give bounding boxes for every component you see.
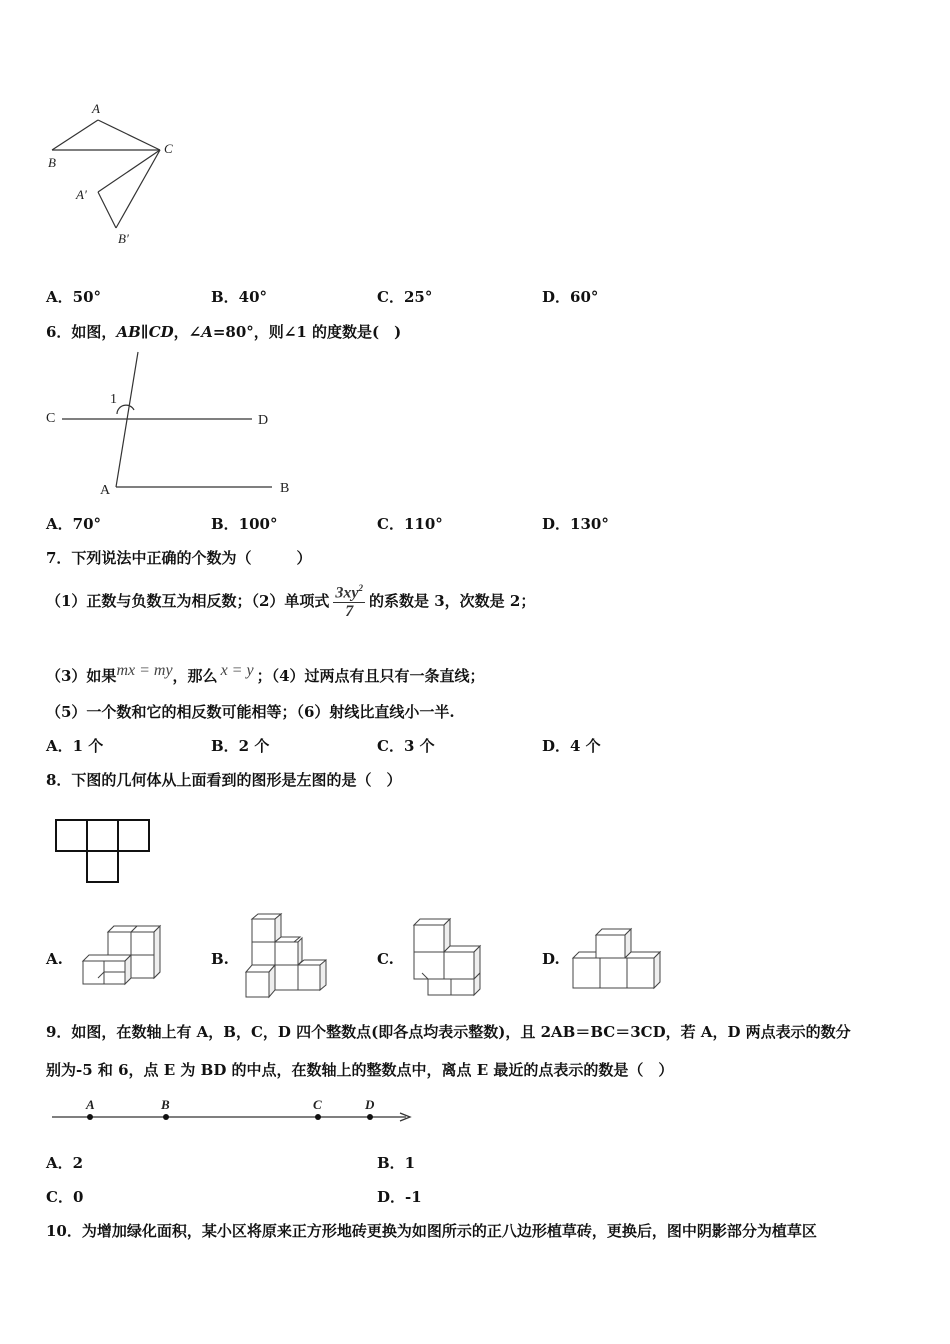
q6-label-a: A <box>100 483 111 498</box>
q5-label-c: C <box>164 141 173 156</box>
q6-stem <box>46 321 401 342</box>
q5-option-d[interactable]: D．60° <box>542 288 599 306</box>
q7-frac-den: 7 <box>345 603 354 621</box>
q7-line2-pre: （3）如果 <box>46 667 117 685</box>
q7-line2-mid: ，那么 <box>172 667 218 685</box>
q9-option-d[interactable]: D．-1 <box>377 1188 422 1206</box>
q5-option-c[interactable]: C．25° <box>377 288 433 306</box>
q8-option-d-label[interactable]: D. <box>542 950 560 968</box>
q7-line1-pre: （1）正数与负数互为相反数；（2）单项式 <box>46 592 330 611</box>
q6-stem-mid: ，∠ <box>173 323 202 341</box>
q8-stem: 8．下图的几何体从上面看到的图形是左图的是（ ） <box>46 771 402 789</box>
q5-option-b[interactable]: B．40° <box>211 288 268 306</box>
q6-label-1: 1 <box>110 392 117 407</box>
q8-option-a-solid[interactable] <box>78 920 168 1000</box>
q8-option-c-label[interactable]: C. <box>377 950 394 968</box>
q9-stem-line2: 别为-5 和 6，点 E 为 BD 的中点，在数轴上的整数点中，离点 E 最近的点表示的数是（ ） <box>46 1061 674 1079</box>
q9-axis-label-c: C <box>313 1097 322 1112</box>
q6-option-b[interactable]: B．100° <box>211 515 278 533</box>
q7-option-a[interactable]: A．1 个 <box>46 737 104 755</box>
q8-option-c-solid[interactable] <box>408 915 488 1003</box>
q6-label-d: D <box>258 413 269 428</box>
q8-option-a-label[interactable]: A. <box>46 950 63 968</box>
q7-line1-post: 的系数是 3，次数是 2； <box>369 592 536 611</box>
q6-stem-post: =80°，则∠1 的度数是( ) <box>212 323 402 341</box>
q7-option-d[interactable]: D．4 个 <box>542 737 601 755</box>
q5-label-a-prime: A′ <box>76 187 87 202</box>
q6-stem-pre: 6．如图， <box>46 323 117 341</box>
q9-option-b[interactable]: B．1 <box>377 1154 416 1172</box>
q7-fraction <box>333 583 365 621</box>
q6-stem-math2: A <box>201 323 213 341</box>
q8-option-d-solid[interactable] <box>568 925 668 995</box>
q6-parallel-lines-figure <box>40 348 310 503</box>
q7-line2-math2: x = y <box>220 662 254 679</box>
q7-line2 <box>46 662 485 686</box>
q6-option-d[interactable]: D．130° <box>542 515 609 533</box>
q5-label-b-prime: B′ <box>118 231 129 246</box>
q7-stem: 7．下列说法中正确的个数为（ ） <box>46 549 312 567</box>
q8-option-b-solid[interactable] <box>240 910 335 1002</box>
q7-line1 <box>46 583 535 621</box>
q7-frac-exp: 2 <box>358 583 363 593</box>
q7-option-c[interactable]: C．3 个 <box>377 737 435 755</box>
q5-label-b: B <box>48 155 56 170</box>
q7-option-b[interactable]: B．2 个 <box>211 737 270 755</box>
q7-line3: （5）一个数和它的相反数可能相等；（6）射线比直线小一半. <box>46 703 455 721</box>
q10-stem-line1: 10．为增加绿化面积，某小区将原来正方形地砖更换为如图所示的正八边形植草砖，更换后，图中阴影部分为植草区 <box>46 1222 817 1240</box>
q5-label-a: A <box>92 101 100 116</box>
q6-option-a[interactable]: A．70° <box>46 515 102 533</box>
q9-axis-label-d: D <box>365 1097 375 1112</box>
q6-stem-math1: AB∥CD <box>116 323 174 341</box>
q7-line2-math1: mx = my <box>116 662 173 679</box>
q5-option-a[interactable]: A．50° <box>46 288 102 306</box>
q9-option-c[interactable]: C．0 <box>46 1188 84 1206</box>
q9-number-line <box>48 1094 418 1129</box>
q9-axis-label-b: B <box>161 1097 170 1112</box>
q7-line2-post: ；（4）过两点有且只有一条直线； <box>256 667 485 685</box>
q9-stem-line1: 9．如图，在数轴上有 A，B，C，D 四个整数点(即各点均表示整数)，且 2AB＝BC＝3CD，若 A，D 两点表示的数分 <box>46 1023 851 1041</box>
q6-label-c: C <box>46 411 56 426</box>
q6-option-c[interactable]: C．110° <box>377 515 443 533</box>
q5-triangle-figure <box>40 95 200 255</box>
q9-option-a[interactable]: A．2 <box>46 1154 84 1172</box>
q8-option-b-label[interactable]: B. <box>211 950 229 968</box>
q6-label-b: B <box>280 481 290 496</box>
q7-frac-num: 3xy <box>335 584 359 602</box>
q9-axis-label-a: A <box>86 1097 95 1112</box>
q8-top-view-figure <box>50 815 160 890</box>
